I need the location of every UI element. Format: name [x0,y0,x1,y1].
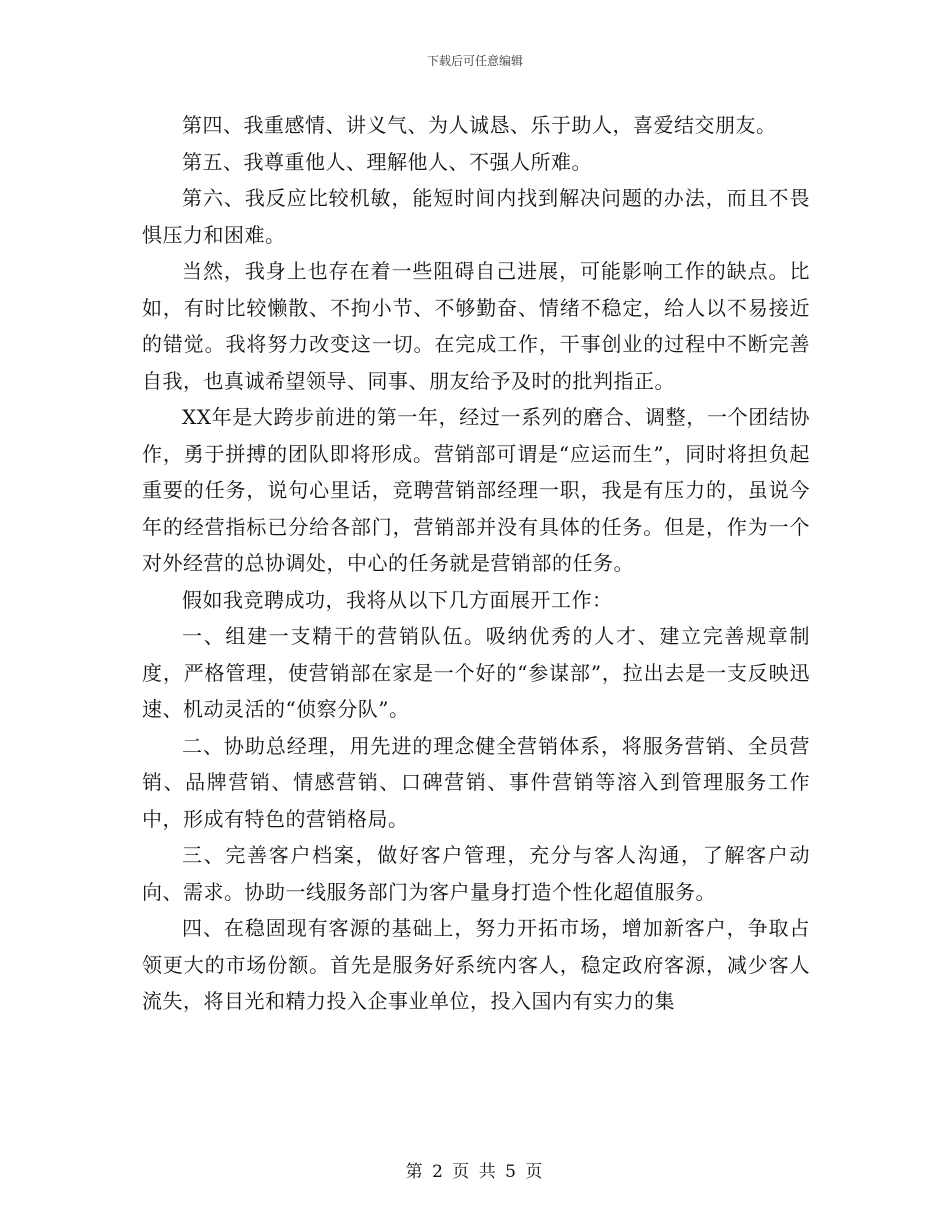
page-number-footer: 第 2 页 共 5 页 [405,1162,545,1182]
page-header: 下载后可任意编辑 [426,54,523,68]
document-body [142,107,810,1020]
paragraph-shortcomings: 当然，我身上也存在着一些阻碍自己进展，可能影响工作的缺点。比如，有时比较懒散、不拘小节、不够勤奋、情绪不稳定，给人以不易接近的错觉。我将努力改变这一切。在完成工作，干事创业的过程中不断完善自我，也真诚希望领导、同事、朋友给予及时的批判指正。 [142,259,810,393]
paragraph-point-five: 第五、我尊重他人、理解他人、不强人所难。 [182,149,592,174]
paragraph-year-outlook: XX年是大跨步前进的第一年，经过一系列的磨合、调整，一个团结协作，勇于拼搏的团队即将形成。营销部可谓是“应运而生”，同时将担负起重要的任务，说句心里话，竞聘营销部经理一职，我是有压力的，虽说今年的经营指标已分给各部门，营销部并没有具体的任务。但是，作为一个对外经营的总协调处，中心的任务就是营销部的任务。 [142,405,810,575]
paragraph-plan-item-three: 三、完善客户档案，做好客户管理，充分与客人沟通，了解客户动向、需求。协助一线服务部门为客户量身打造个性化超值服务。 [142,843,810,904]
paragraph-plan-item-one: 一、组建一支精干的营销队伍。吸纳优秀的人才、建立完善规章制度，严格管理，使营销部在家是一个好的“参谋部”，拉出去是一支反映迅速、机动灵活的“侦察分队”。 [142,624,810,721]
paragraph-plan-item-four: 四、在稳固现有客源的基础上，努力开拓市场，增加新客户，争取占领更大的市场份额。首先是服务好系统内客人，稳定政府客源，减少客人流失，将目光和精力投入企事业单位，投入国内有实力的集 [142,916,810,1013]
paragraph-point-four: 第四、我重感情、讲义气、为人诚恳、乐于助人，喜爱结交朋友。 [182,113,777,137]
paragraph-point-six: 第六、我反应比较机敏，能短时间内找到解决问题的办法，而且不畏惧压力和困难。 [142,186,810,247]
paragraph-work-plan-intro: 假如我竞聘成功，我将从以下几方面展开工作： [182,587,613,612]
paragraph-plan-item-two: 二、协助总经理，用先进的理念健全营销体系，将服务营销、全员营销、品牌营销、情感营销、口碑营销、事件营销等溶入到管理服务工作中，形成有特色的营销格局。 [142,733,810,831]
